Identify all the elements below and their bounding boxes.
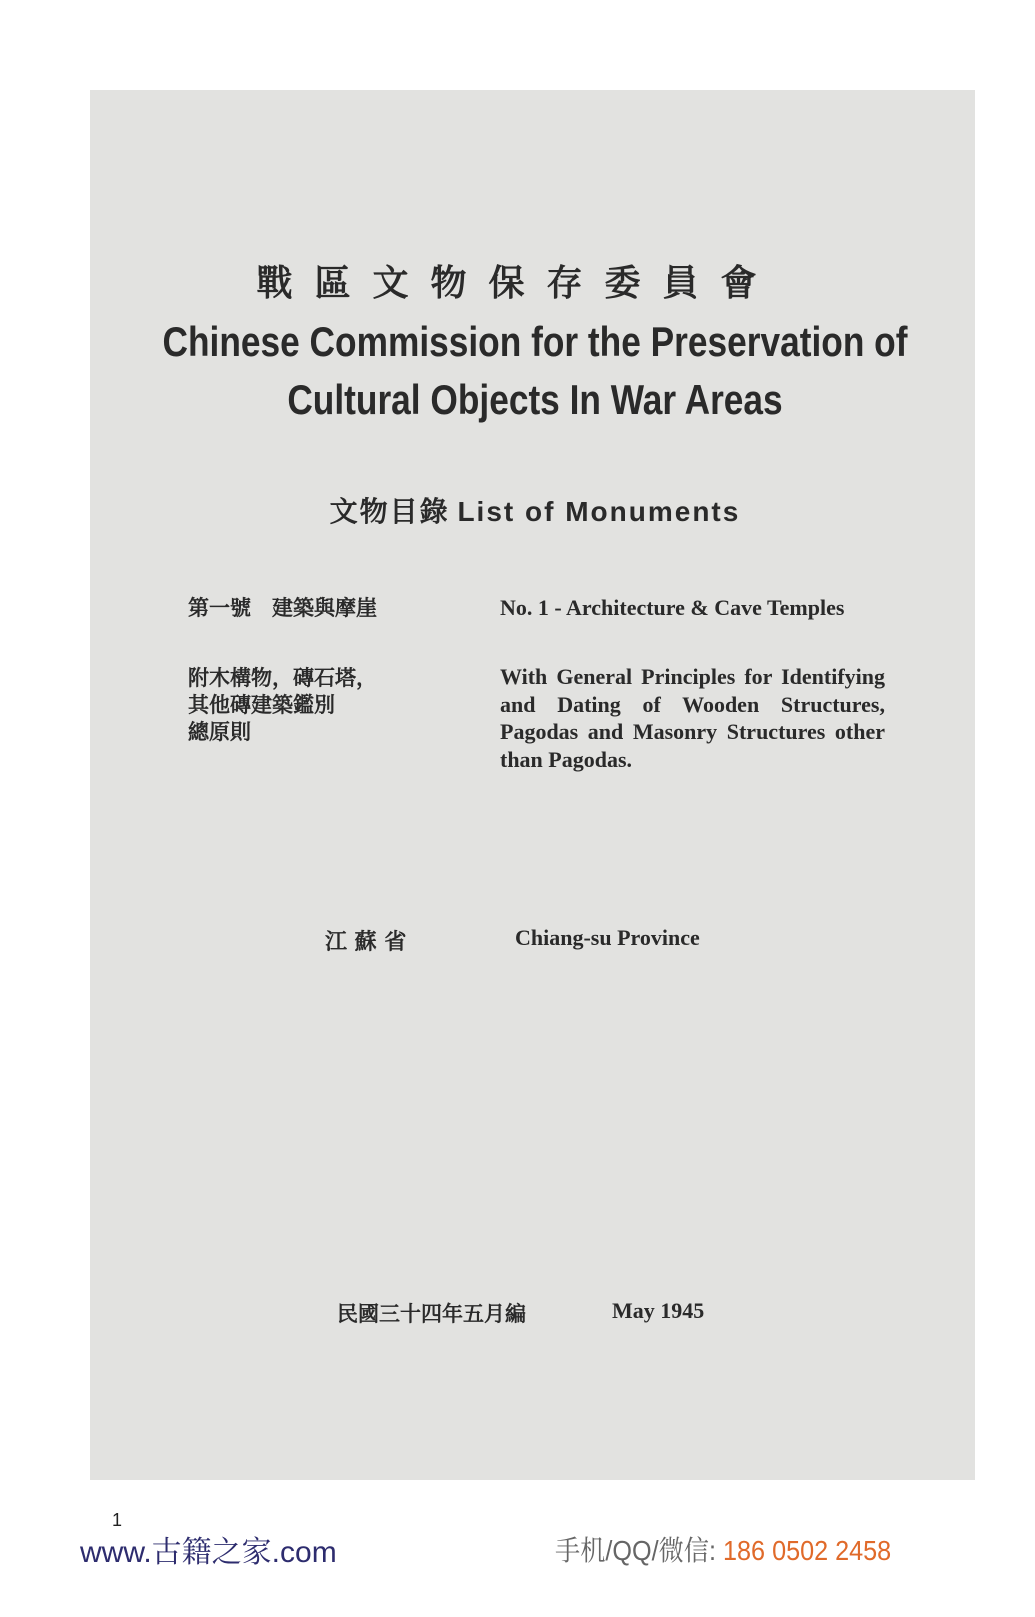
contact-label: 手机/QQ/微信:	[555, 1535, 717, 1566]
contact-number: 186 0502 2458	[723, 1535, 892, 1566]
description-cn	[188, 665, 377, 746]
subtitle-en: List of Monuments	[457, 496, 741, 527]
subtitle	[0, 490, 1035, 530]
website-watermark: www.古籍之家.com	[80, 1536, 337, 1569]
volume-en	[500, 594, 885, 622]
page-number: 1	[112, 1510, 123, 1530]
date-cn: 民國三十四年五月編	[337, 1302, 526, 1326]
description-cn-line: 其他磚建築鑑別	[188, 693, 335, 717]
volume-cn: 第一號 建築與摩崖	[188, 596, 377, 620]
subtitle-cn: 文物目錄	[329, 496, 450, 527]
title-english-line2: Cultural Objects In War Areas	[287, 376, 783, 423]
contact-info	[555, 1529, 891, 1569]
description-cn-line: 總原則	[188, 720, 251, 744]
province-cn: 江 蘇 省	[325, 929, 407, 955]
description-en: With General Principles for Identifying and Dating of Wooden Structures, Pagodas and Masonry Structures other than Pagodas.	[500, 664, 885, 772]
description-cn-line: 附木構物，磚石塔，	[188, 666, 377, 690]
province-en: Chiang-su Province	[515, 925, 700, 950]
title-english-line1: Chinese Commission for the Preservation of	[162, 318, 908, 365]
date-en: May 1945	[612, 1298, 705, 1323]
volume-en-text: No. 1 - Architecture & Cave Temples	[500, 595, 845, 620]
title-chinese: 戰區文物保存委員會	[256, 263, 779, 304]
